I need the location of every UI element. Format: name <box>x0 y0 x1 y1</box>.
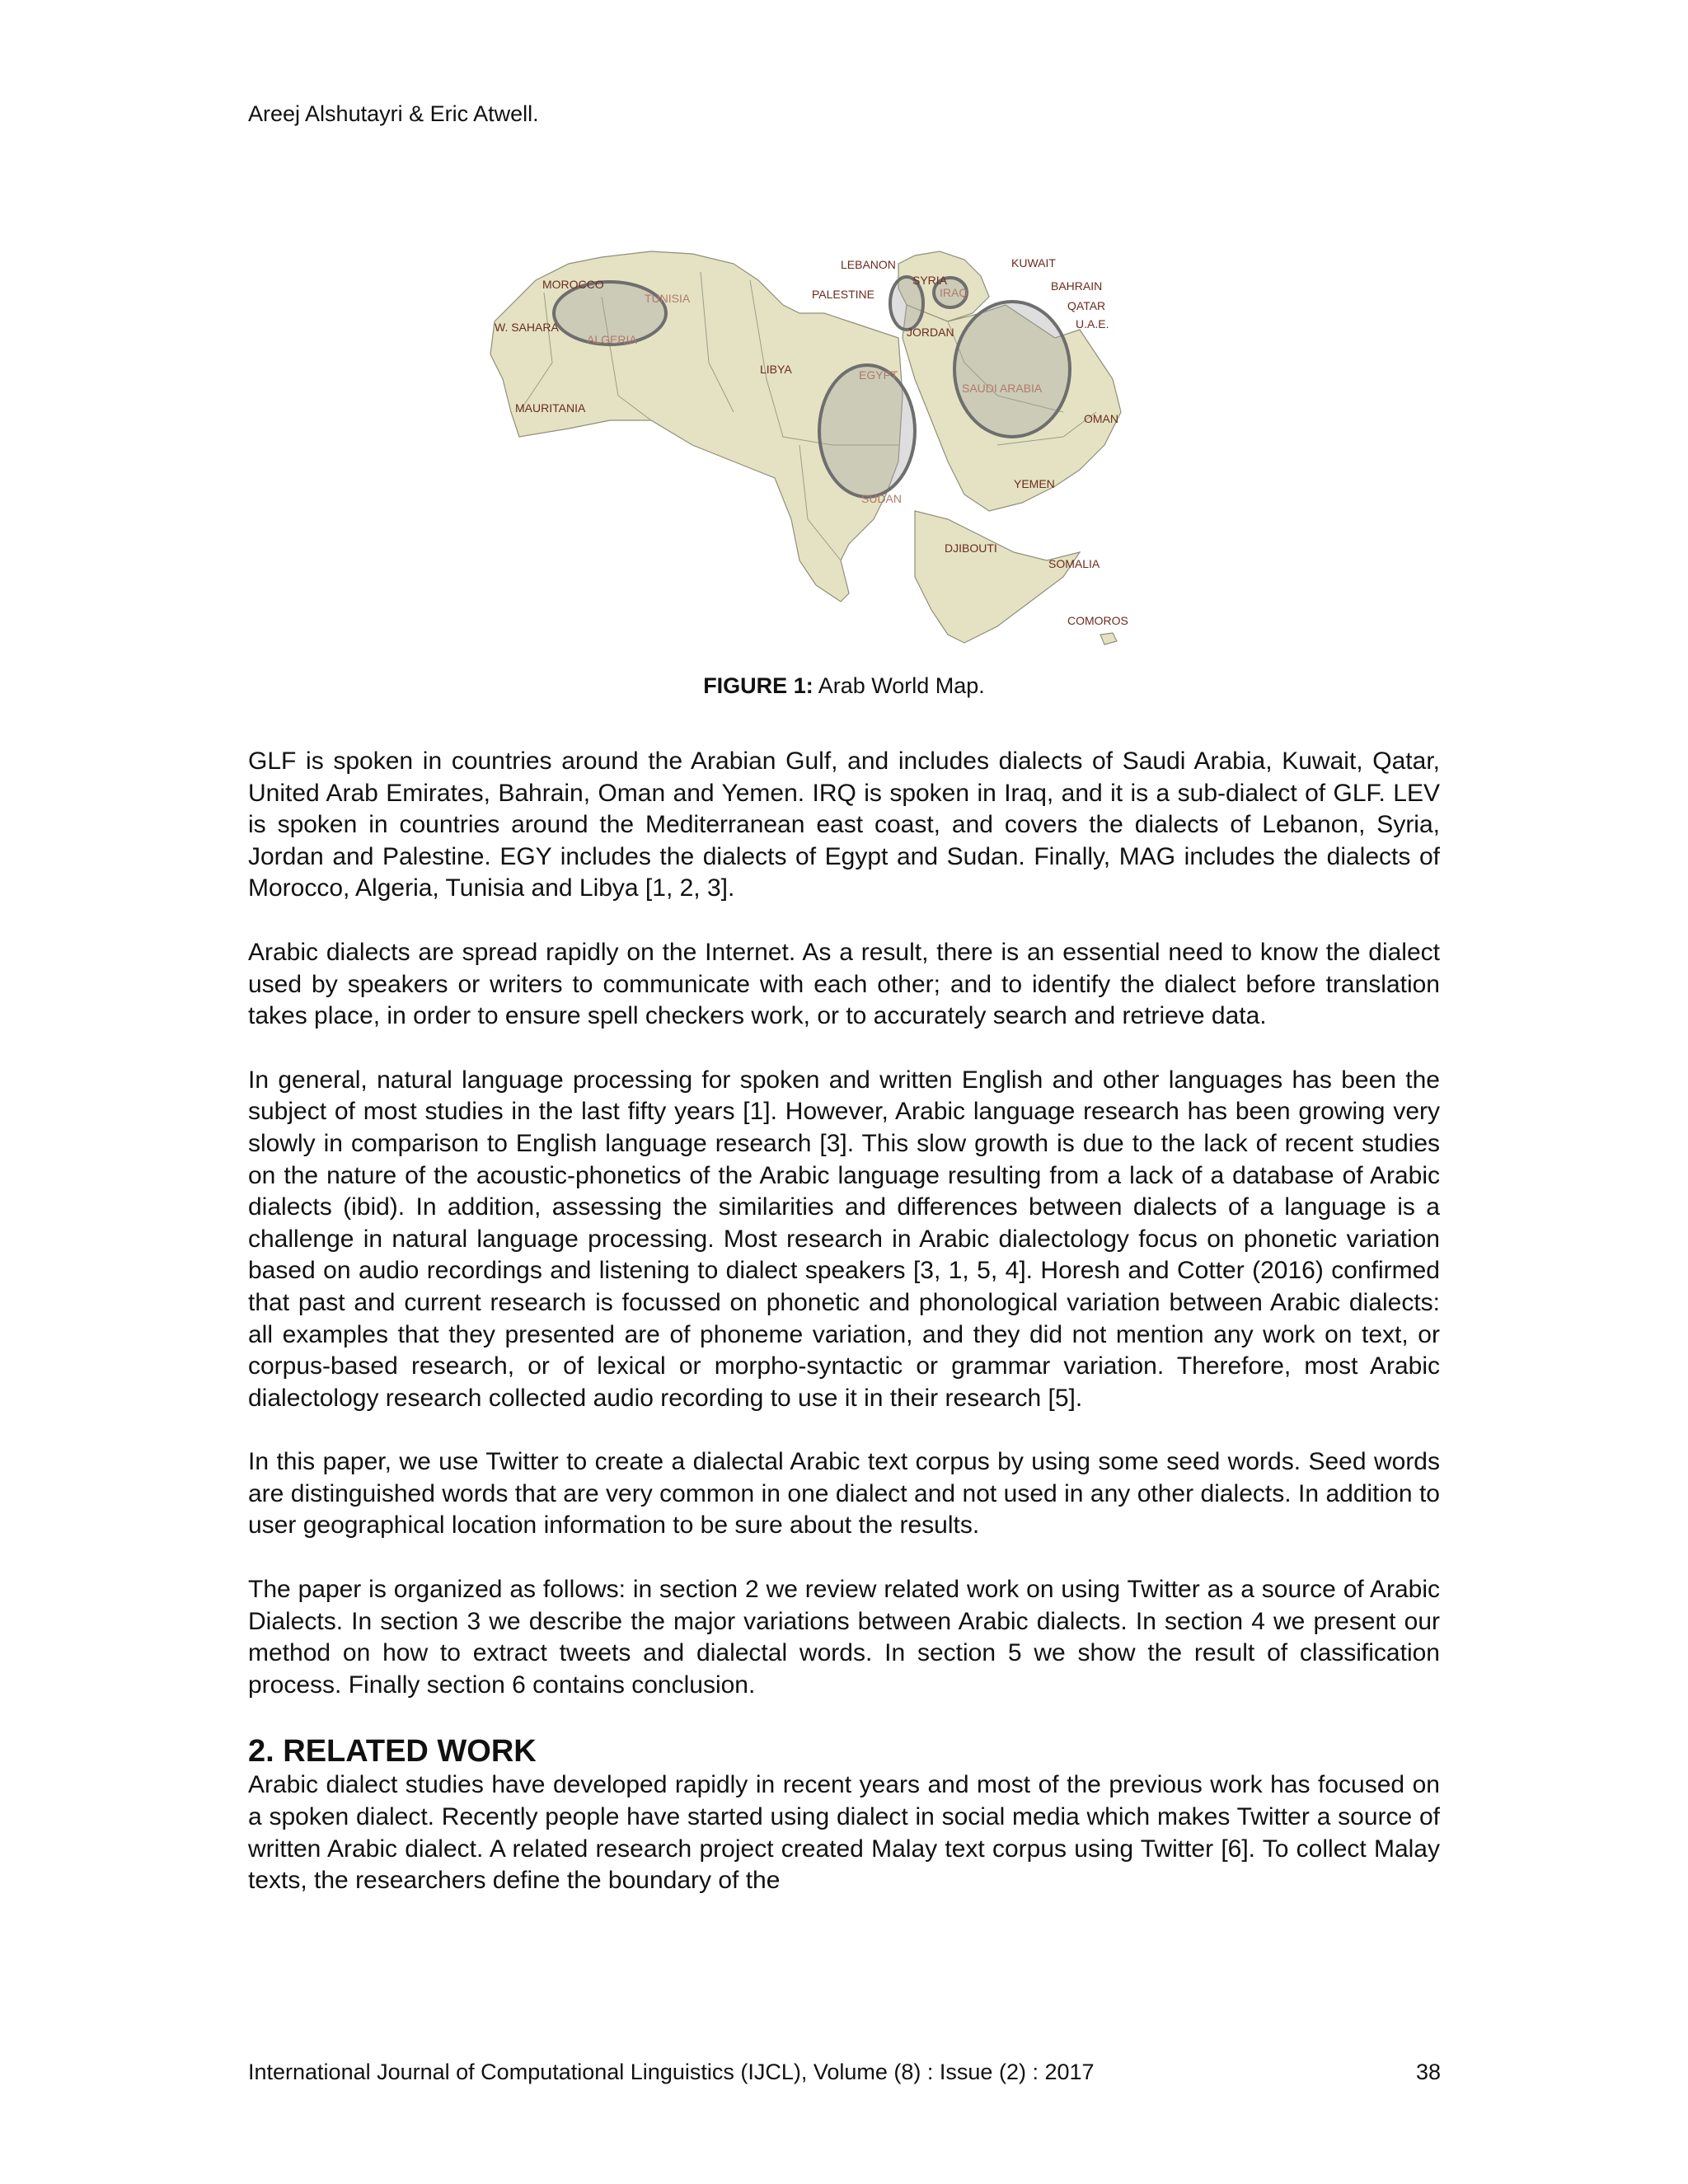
paragraph-nlp-background: In general, natural language processing for spoken and written English and other languages has been the subject of most studies in the last fifty years [1]. However, Arabic language research has been growing very slowly in comparison to English language research [3]. This slow growth is due to the lack of recent studies on the nature of the acoustic-phonetics of the Arabic language resulting from a lack of a database of Arabic dialects (ibid). In addition, assessing the similarities and differences between dialects of a language is a challenge in natural language processing. Most research in Arabic dialectology focus on phonetic variation based on audio recordings and listening to dialect speakers [3, 1, 5, 4]. Horesh and Cotter (2016) confirmed that past and current research is focussed on phonetic and phonological variation between Arabic dialects: all examples that they presented are of phoneme variation, and they did not mention any work on text, or corpus-based research, or of lexical or morpho-syntactic or grammar variation. Therefore, most Arabic dialectology research collected audio recording to use it in their research [5]. <box>248 1066 1440 1412</box>
paragraph-paper-organization: The paper is organized as follows: in section 2 we review related work on using Twitter as a source of Arabic Dialects. In section 3 we describe the major variations between Arabic dialects. In section 4 we present our method on how to extract tweets and dialectal words. In section 5 we show the result of classification process. Finally section 6 contains conclusion. <box>248 1576 1440 1699</box>
paragraph-twitter-corpus: In this paper, we use Twitter to create a dialectal Arabic text corpus by using some seed words. Seed words are distinguished words that are very common in one dialect and not used in any other dialects. In addition to user geographical location information to be sure about the results. <box>248 1448 1440 1540</box>
map-label-bahrain: BAHRAIN <box>1051 279 1103 293</box>
map-label-qatar: QATAR <box>1067 299 1106 312</box>
map-label-saudi-arabia: SAUDI ARABIA <box>962 382 1043 395</box>
dialect-region-egy <box>819 365 915 497</box>
map-label-somalia: SOMALIA <box>1048 557 1100 570</box>
footer-journal: International Journal of Computational Linguistics (IJCL), Volume (8) : Issue (2) : 2017 <box>248 2060 1095 2084</box>
land-comoros <box>1100 633 1117 644</box>
map-label-algeria: ALGERIA <box>587 333 637 346</box>
map-label-djibouti: DJIBOUTI <box>945 541 997 555</box>
map-label-palestine: PALESTINE <box>812 288 874 301</box>
map-label-egypt: EGYPT <box>859 368 898 382</box>
map-label-mauritania: MAURITANIA <box>515 401 586 415</box>
map-label-yemen: YEMEN <box>1014 477 1055 490</box>
running-head-authors: Areej Alshutayri & Eric Atwell. <box>248 101 539 126</box>
map-label-uae: U.A.E. <box>1076 317 1109 330</box>
footer-page-number: 38 <box>1415 2060 1441 2084</box>
body-text <box>248 746 1440 1929</box>
figure-caption <box>0 673 1688 699</box>
map-label-iraq: IRAQ <box>940 286 968 299</box>
arab-world-map <box>486 247 1137 651</box>
map-label-oman: OMAN <box>1084 412 1118 425</box>
map-label-sudan: SUDAN <box>861 492 903 505</box>
map-label-jordan: JORDAN <box>907 326 954 339</box>
figure-caption-text: Arab World Map. <box>813 673 985 698</box>
dialect-region-glf <box>954 302 1070 437</box>
map-label-w-sahara: W. SAHARA <box>495 321 559 334</box>
map-label-lebanon: LEBANON <box>841 258 896 271</box>
paragraph-dialect-groups: GLF is spoken in countries around the Arabian Gulf, and includes dialects of Saudi Arabia, Kuwait, Qatar, United Arab Emirates, Bahrain, Oman and Yemen. IRQ is spoken in Iraq, and it is a sub-dialect of GLF. LEV is spoken in countries around the Mediterranean east coast, and covers the dialects of Lebanon, Syria, Jordan and Palestine. EGY includes the dialects of Egypt and Sudan. Finally, MAG includes the dialects of Morocco, Algeria, Tunisia and Libya [1, 2, 3]. <box>248 748 1440 902</box>
map-label-libya: LIBYA <box>760 363 792 376</box>
figure-caption-label: FIGURE 1: <box>703 673 814 698</box>
map-label-morocco: MOROCCO <box>542 278 604 291</box>
section-heading-related-work: 2. RELATED WORK <box>248 1734 537 1769</box>
map-label-comoros: COMOROS <box>1067 614 1128 627</box>
map-label-syria: SYRIA <box>912 274 948 287</box>
paragraph-internet-spread: Arabic dialects are spread rapidly on the Internet. As a result, there is an essential need to know the dialect used by speakers or writers to communicate with each other; and to identify the dialect before translation takes place, in order to ensure spell checkers work, or to accurately search and retrieve data. <box>248 938 1440 1030</box>
map-label-kuwait: KUWAIT <box>1011 256 1056 269</box>
map-label-tunisia: TUNISIA <box>645 292 691 305</box>
arab-world-map-figure <box>486 247 1137 651</box>
paragraph-related-work: Arabic dialect studies have developed rapidly in recent years and most of the previous work has focused on a spoken dialect. Recently people have started using dialect in social media which makes Twitter a source of written Arabic dialect. A related research project created Malay text corpus using Twitter [6]. To collect Malay texts, the researchers define the boundary of the <box>248 1771 1440 1895</box>
land-horn-africa <box>915 511 1080 643</box>
